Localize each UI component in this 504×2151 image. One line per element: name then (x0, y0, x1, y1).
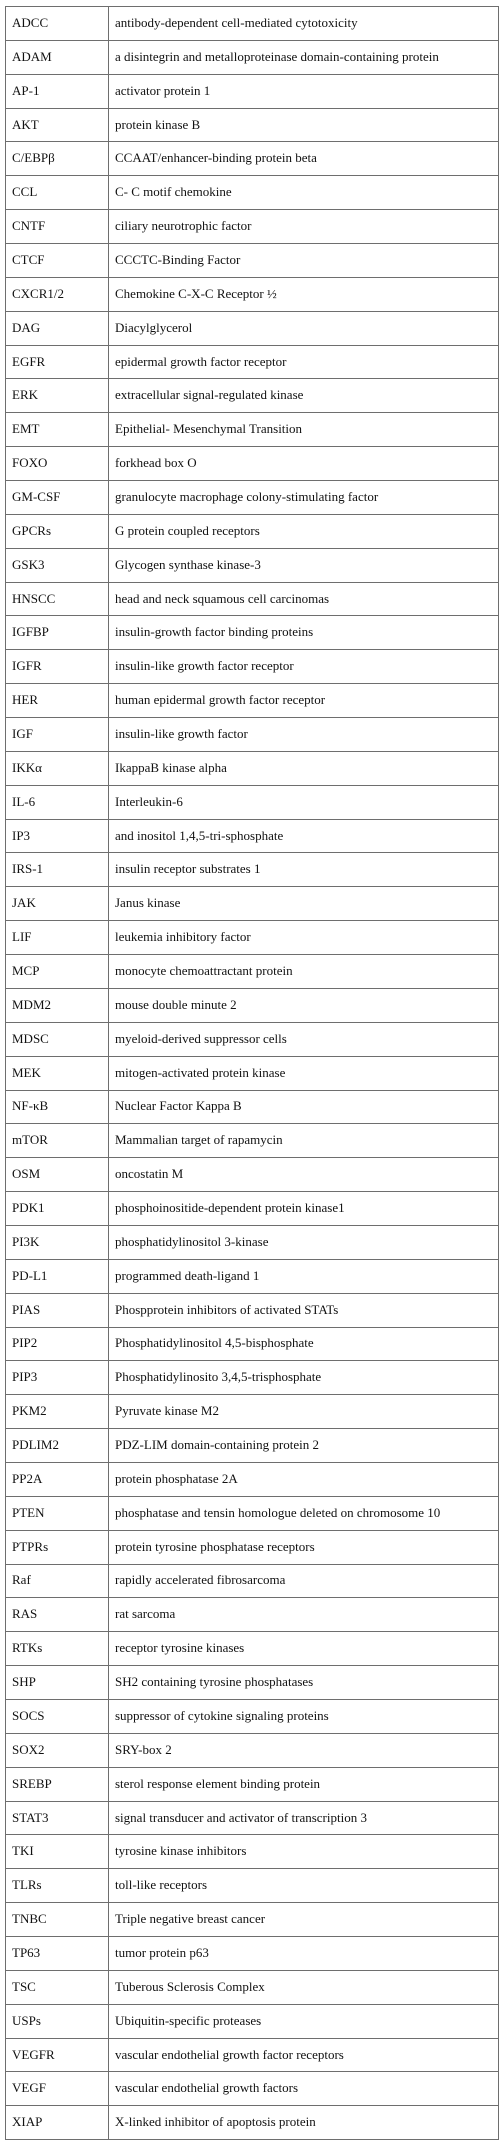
table-row (6, 1496, 499, 1530)
abbreviation-cell: EGFR (6, 345, 109, 379)
abbreviation-cell: PDLIM2 (6, 1429, 109, 1463)
abbreviation-cell: mTOR (6, 1124, 109, 1158)
abbreviation-cell: XIAP (6, 2106, 109, 2140)
table-row (6, 1598, 499, 1632)
definition-cell: rapidly accelerated fibrosarcoma (109, 1564, 499, 1598)
definition-cell: Phospprotein inhibitors of activated STATs (109, 1293, 499, 1327)
definition-cell: head and neck squamous cell carcinomas (109, 582, 499, 616)
table-row (6, 1361, 499, 1395)
abbreviation-cell: CNTF (6, 210, 109, 244)
table-row (6, 1225, 499, 1259)
abbreviation-cell: SREBP (6, 1767, 109, 1801)
definition-cell: SRY-box 2 (109, 1733, 499, 1767)
table-row (6, 921, 499, 955)
abbreviation-cell: RAS (6, 1598, 109, 1632)
definition-cell: phosphoinositide-dependent protein kinase1 (109, 1192, 499, 1226)
table-row (6, 2106, 499, 2140)
definition-cell: receptor tyrosine kinases (109, 1632, 499, 1666)
table-row (6, 785, 499, 819)
table-row (6, 447, 499, 481)
definition-cell: phosphatidylinositol 3-kinase (109, 1225, 499, 1259)
definition-cell: extracellular signal-regulated kinase (109, 379, 499, 413)
definition-cell: Interleukin-6 (109, 785, 499, 819)
table-row (6, 40, 499, 74)
definition-cell: protein tyrosine phosphatase receptors (109, 1530, 499, 1564)
definition-cell: Epithelial- Mesenchymal Transition (109, 413, 499, 447)
table-row (6, 853, 499, 887)
abbreviation-cell: DAG (6, 311, 109, 345)
definition-cell: SH2 containing tyrosine phosphatases (109, 1666, 499, 1700)
abbreviation-cell: LIF (6, 921, 109, 955)
abbreviation-cell: PTPRs (6, 1530, 109, 1564)
definition-cell: Pyruvate kinase M2 (109, 1395, 499, 1429)
definition-cell: insulin-like growth factor (109, 718, 499, 752)
abbreviation-cell: USPs (6, 2004, 109, 2038)
table-row (6, 1192, 499, 1226)
abbreviation-cell: IKKα (6, 751, 109, 785)
definition-cell: toll-like receptors (109, 1869, 499, 1903)
abbreviation-cell: MEK (6, 1056, 109, 1090)
abbreviation-cell: IP3 (6, 819, 109, 853)
table-row (6, 887, 499, 921)
table-row (6, 311, 499, 345)
definition-cell: CCCTC-Binding Factor (109, 244, 499, 278)
table-row (6, 2072, 499, 2106)
definition-cell: activator protein 1 (109, 74, 499, 108)
table-row (6, 176, 499, 210)
table-row (6, 1293, 499, 1327)
abbreviation-cell: PTEN (6, 1496, 109, 1530)
definition-cell: a disintegrin and metalloproteinase domain-containing protein (109, 40, 499, 74)
abbreviation-cell: IL-6 (6, 785, 109, 819)
definition-cell: signal transducer and activator of transcription 3 (109, 1801, 499, 1835)
table-row (6, 1801, 499, 1835)
abbreviation-cell: TP63 (6, 1936, 109, 1970)
abbreviation-cell: IGF (6, 718, 109, 752)
abbreviation-cell: TNBC (6, 1903, 109, 1937)
abbreviation-cell: PP2A (6, 1462, 109, 1496)
table-row (6, 1530, 499, 1564)
abbreviation-cell: VEGF (6, 2072, 109, 2106)
definition-cell: ciliary neurotrophic factor (109, 210, 499, 244)
abbreviation-cell: GM-CSF (6, 481, 109, 515)
table-row (6, 650, 499, 684)
table-row (6, 988, 499, 1022)
abbreviation-cell: HNSCC (6, 582, 109, 616)
abbreviation-cell: HER (6, 684, 109, 718)
table-row (6, 1970, 499, 2004)
abbreviation-cell: IRS-1 (6, 853, 109, 887)
definition-cell: mitogen-activated protein kinase (109, 1056, 499, 1090)
table-row (6, 481, 499, 515)
definition-cell: Diacylglycerol (109, 311, 499, 345)
table-row (6, 1022, 499, 1056)
abbreviation-cell: PI3K (6, 1225, 109, 1259)
abbreviation-cell: CCL (6, 176, 109, 210)
abbreviation-cell: MCP (6, 955, 109, 989)
table-row (6, 955, 499, 989)
definition-cell: CCAAT/enhancer-binding protein beta (109, 142, 499, 176)
abbreviation-cell: IGFBP (6, 616, 109, 650)
table-row (6, 2004, 499, 2038)
table-row (6, 1564, 499, 1598)
abbreviation-cell: C/EBPβ (6, 142, 109, 176)
definition-cell: insulin-like growth factor receptor (109, 650, 499, 684)
definition-cell: human epidermal growth factor receptor (109, 684, 499, 718)
abbreviation-cell: PIAS (6, 1293, 109, 1327)
table-row (6, 1767, 499, 1801)
table-row (6, 819, 499, 853)
abbreviation-cell: IGFR (6, 650, 109, 684)
abbreviation-cell: Raf (6, 1564, 109, 1598)
definition-cell: insulin-growth factor binding proteins (109, 616, 499, 650)
definition-cell: suppressor of cytokine signaling proteins (109, 1699, 499, 1733)
table-row (6, 277, 499, 311)
table-row (6, 616, 499, 650)
abbreviation-cell: NF-κB (6, 1090, 109, 1124)
abbreviation-cell: CTCF (6, 244, 109, 278)
definition-cell: Chemokine C-X-C Receptor ½ (109, 277, 499, 311)
table-row (6, 1869, 499, 1903)
definition-cell: Tuberous Sclerosis Complex (109, 1970, 499, 2004)
definition-cell: Phosphatidylinosito 3,4,5-trisphosphate (109, 1361, 499, 1395)
definition-cell: PDZ-LIM domain-containing protein 2 (109, 1429, 499, 1463)
table-row (6, 548, 499, 582)
definition-cell: antibody-dependent cell-mediated cytotoxicity (109, 7, 499, 41)
abbreviation-cell: GSK3 (6, 548, 109, 582)
table-row (6, 1903, 499, 1937)
abbreviation-cell: AP-1 (6, 74, 109, 108)
table-row (6, 345, 499, 379)
abbreviation-cell: CXCR1/2 (6, 277, 109, 311)
abbreviation-cell: STAT3 (6, 1801, 109, 1835)
abbreviation-cell: PIP3 (6, 1361, 109, 1395)
table-row (6, 244, 499, 278)
definition-cell: programmed death-ligand 1 (109, 1259, 499, 1293)
definition-cell: IkappaB kinase alpha (109, 751, 499, 785)
definition-cell: Mammalian target of rapamycin (109, 1124, 499, 1158)
abbreviations-table-body (6, 7, 499, 2140)
abbreviation-cell: SHP (6, 1666, 109, 1700)
table-row (6, 1835, 499, 1869)
abbreviation-cell: OSM (6, 1158, 109, 1192)
abbreviation-cell: AKT (6, 108, 109, 142)
abbreviation-cell: MDM2 (6, 988, 109, 1022)
definition-cell: epidermal growth factor receptor (109, 345, 499, 379)
table-row (6, 751, 499, 785)
table-row (6, 1429, 499, 1463)
table-row (6, 1259, 499, 1293)
table-row (6, 1632, 499, 1666)
abbreviation-cell: FOXO (6, 447, 109, 481)
abbreviation-cell: TSC (6, 1970, 109, 2004)
table-row (6, 514, 499, 548)
abbreviation-cell: VEGFR (6, 2038, 109, 2072)
table-row (6, 7, 499, 41)
definition-cell: forkhead box O (109, 447, 499, 481)
table-row (6, 1936, 499, 1970)
abbreviation-cell: ERK (6, 379, 109, 413)
table-row (6, 1158, 499, 1192)
abbreviation-cell: PDK1 (6, 1192, 109, 1226)
table-row (6, 582, 499, 616)
abbreviation-cell: SOX2 (6, 1733, 109, 1767)
table-row (6, 1699, 499, 1733)
abbreviation-cell: RTKs (6, 1632, 109, 1666)
definition-cell: mouse double minute 2 (109, 988, 499, 1022)
definition-cell: oncostatin M (109, 1158, 499, 1192)
table-row (6, 718, 499, 752)
definition-cell: rat sarcoma (109, 1598, 499, 1632)
definition-cell: G protein coupled receptors (109, 514, 499, 548)
table-row (6, 108, 499, 142)
definition-cell: X-linked inhibitor of apoptosis protein (109, 2106, 499, 2140)
definition-cell: Phosphatidylinositol 4,5-bisphosphate (109, 1327, 499, 1361)
table-row (6, 74, 499, 108)
table-row (6, 379, 499, 413)
definition-cell: C- C motif chemokine (109, 176, 499, 210)
abbreviations-table (5, 6, 499, 2140)
table-row (6, 142, 499, 176)
definition-cell: sterol response element binding protein (109, 1767, 499, 1801)
abbreviation-cell: PD-L1 (6, 1259, 109, 1293)
abbreviation-cell: JAK (6, 887, 109, 921)
abbreviation-cell: SOCS (6, 1699, 109, 1733)
table-row (6, 1327, 499, 1361)
definition-cell: tumor protein p63 (109, 1936, 499, 1970)
table-row (6, 684, 499, 718)
abbreviation-cell: PIP2 (6, 1327, 109, 1361)
abbreviation-cell: EMT (6, 413, 109, 447)
definition-cell: protein phosphatase 2A (109, 1462, 499, 1496)
table-row (6, 1124, 499, 1158)
definition-cell: Nuclear Factor Kappa B (109, 1090, 499, 1124)
table-row (6, 1090, 499, 1124)
definition-cell: insulin receptor substrates 1 (109, 853, 499, 887)
abbreviation-cell: TLRs (6, 1869, 109, 1903)
abbreviation-cell: MDSC (6, 1022, 109, 1056)
abbreviation-cell: ADCC (6, 7, 109, 41)
definition-cell: Glycogen synthase kinase-3 (109, 548, 499, 582)
table-row (6, 1733, 499, 1767)
table-row (6, 1462, 499, 1496)
table-row (6, 1056, 499, 1090)
definition-cell: Ubiquitin-specific proteases (109, 2004, 499, 2038)
table-row (6, 1666, 499, 1700)
abbreviation-cell: PKM2 (6, 1395, 109, 1429)
definition-cell: leukemia inhibitory factor (109, 921, 499, 955)
table-row (6, 2038, 499, 2072)
definition-cell: vascular endothelial growth factor receptors (109, 2038, 499, 2072)
definition-cell: phosphatase and tensin homologue deleted on chromosome 10 (109, 1496, 499, 1530)
definition-cell: vascular endothelial growth factors (109, 2072, 499, 2106)
abbreviation-cell: GPCRs (6, 514, 109, 548)
table-row (6, 210, 499, 244)
definition-cell: tyrosine kinase inhibitors (109, 1835, 499, 1869)
definition-cell: Janus kinase (109, 887, 499, 921)
definition-cell: and inositol 1,4,5-tri-sphosphate (109, 819, 499, 853)
abbreviation-cell: ADAM (6, 40, 109, 74)
abbreviation-cell: TKI (6, 1835, 109, 1869)
table-row (6, 413, 499, 447)
definition-cell: monocyte chemoattractant protein (109, 955, 499, 989)
definition-cell: granulocyte macrophage colony-stimulating factor (109, 481, 499, 515)
definition-cell: Triple negative breast cancer (109, 1903, 499, 1937)
table-row (6, 1395, 499, 1429)
definition-cell: myeloid-derived suppressor cells (109, 1022, 499, 1056)
definition-cell: protein kinase B (109, 108, 499, 142)
